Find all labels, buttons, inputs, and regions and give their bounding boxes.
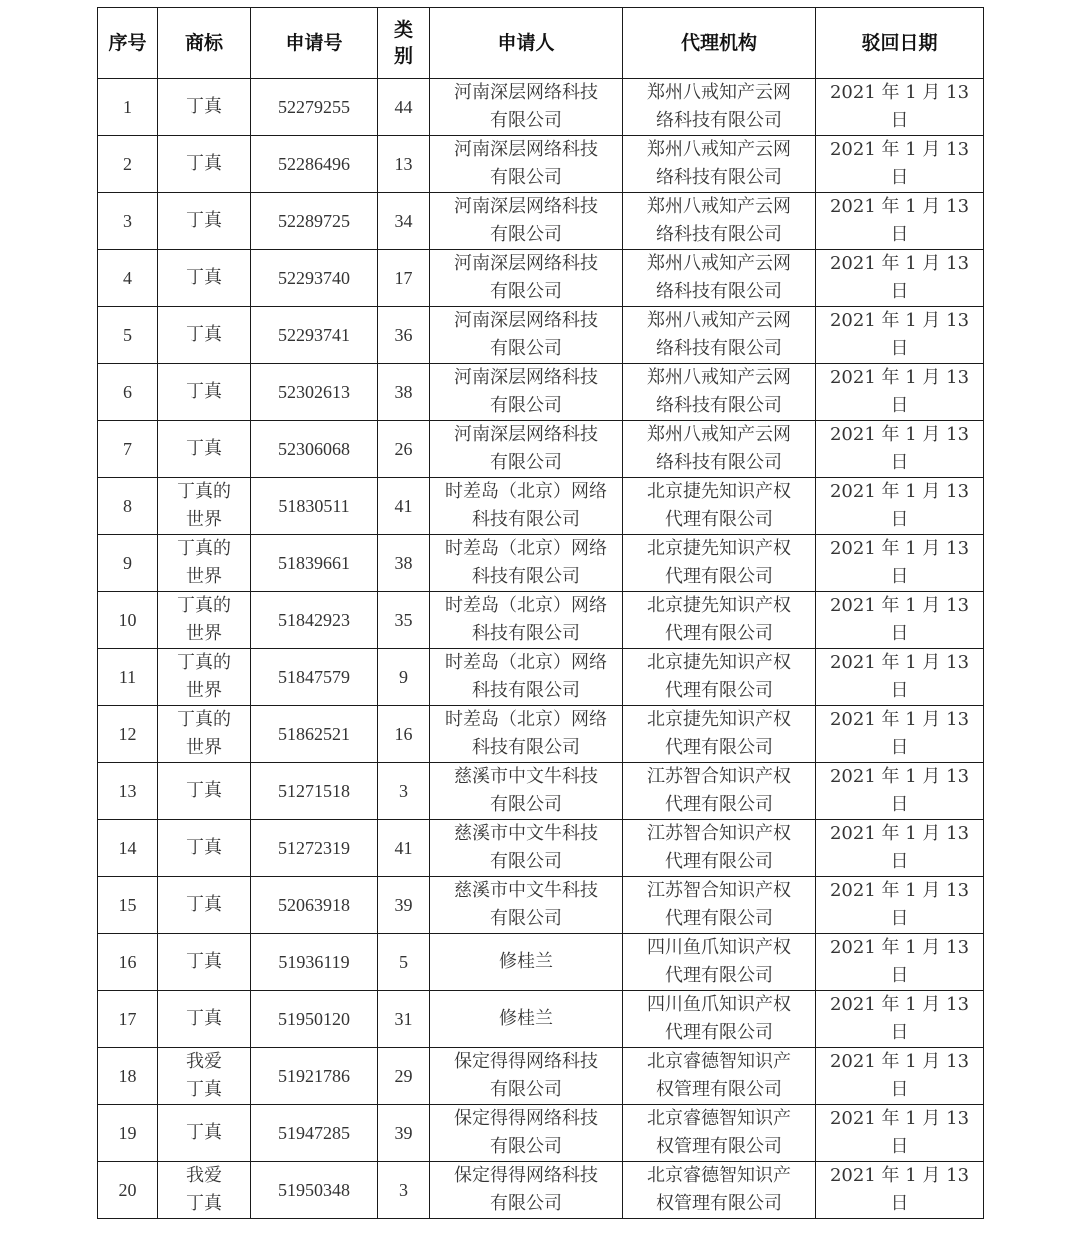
cell-agency [623,136,816,193]
cell-agency-line: 权管理有限公司 [656,1079,782,1100]
cell-agency-line: 代理有限公司 [665,566,773,587]
cell-class: 5 [378,934,430,991]
cell-mark-line: 丁真的 [177,595,231,616]
cell-mark-line: 世界 [186,680,222,701]
cell-applicant [430,535,623,592]
cell-applicant-line: 慈溪市中文牛科技 [454,880,598,901]
cell-class: 34 [378,193,430,250]
cell-mark [158,991,251,1048]
cell-applicant-line: 有限公司 [490,110,562,131]
cell-agency-line: 郑州八戒知产云网 [647,82,791,103]
cell-applicant-line: 有限公司 [490,224,562,245]
cell-class: 3 [378,1162,430,1219]
cell-seq: 5 [98,307,158,364]
cell-agency-line: 北京捷先知识产权 [647,652,791,673]
cell-mark-line: 丁真的 [177,709,231,730]
cell-applicant-line: 有限公司 [490,338,562,359]
table-row [98,478,984,535]
cell-mark [158,592,251,649]
cell-mark [158,421,251,478]
cell-mark-line: 丁真 [186,780,222,801]
cell-applicant-line: 河南深层网络科技 [454,424,598,445]
cell-date: 2021 年 1 月 13 日 [816,934,984,991]
cell-applicant-line: 保定得得网络科技 [454,1108,598,1129]
cell-class: 44 [378,79,430,136]
cell-agency-line: 郑州八戒知产云网 [647,424,791,445]
table-row [98,763,984,820]
cell-date: 2021 年 1 月 13 日 [816,1162,984,1219]
cell-mark-line: 丁真 [186,1122,222,1143]
cell-class: 35 [378,592,430,649]
cell-agency-line: 郑州八戒知产云网 [647,139,791,160]
cell-date: 2021 年 1 月 13 日 [816,1105,984,1162]
cell-class: 26 [378,421,430,478]
cell-agency-line: 北京捷先知识产权 [647,538,791,559]
cell-seq: 1 [98,79,158,136]
table-row [98,250,984,307]
cell-mark-line: 丁真 [186,951,222,972]
cell-mark [158,193,251,250]
cell-seq: 9 [98,535,158,592]
cell-mark [158,877,251,934]
cell-agency-line: 四川鱼爪知识产权 [647,994,791,1015]
cell-mark [158,79,251,136]
cell-applicant-line: 时差岛（北京）网络 [445,652,607,673]
cell-applicant [430,820,623,877]
cell-app-no: 51847579 [251,649,378,706]
cell-class: 39 [378,877,430,934]
cell-agency-line: 络科技有限公司 [656,395,782,416]
cell-mark-line: 丁真 [186,837,222,858]
cell-applicant-line: 有限公司 [490,908,562,929]
cell-class: 31 [378,991,430,1048]
cell-applicant [430,136,623,193]
cell-mark-line: 丁真 [186,438,222,459]
cell-seq: 3 [98,193,158,250]
table-row [98,421,984,478]
cell-mark-line: 我爱 [186,1165,222,1186]
cell-applicant-line: 有限公司 [490,452,562,473]
header-app-no: 申请号 [251,8,378,79]
cell-applicant [430,250,623,307]
cell-mark-line: 丁真 [186,267,222,288]
cell-applicant-line: 有限公司 [490,281,562,302]
cell-applicant [430,79,623,136]
cell-agency [623,1048,816,1105]
cell-applicant [430,706,623,763]
cell-agency-line: 络科技有限公司 [656,167,782,188]
cell-applicant-line: 慈溪市中文牛科技 [454,823,598,844]
cell-agency-line: 北京睿德智知识产 [647,1051,791,1072]
cell-mark-line: 丁真 [186,96,222,117]
cell-app-no: 51272319 [251,820,378,877]
cell-app-no: 52306068 [251,421,378,478]
cell-agency-line: 代理有限公司 [665,851,773,872]
cell-applicant [430,1162,623,1219]
cell-mark-line: 世界 [186,737,222,758]
cell-mark-line: 丁真的 [177,481,231,502]
cell-mark-line: 我爱 [186,1051,222,1072]
table-row [98,877,984,934]
cell-agency-line: 北京睿德智知识产 [647,1108,791,1129]
cell-applicant-line: 保定得得网络科技 [454,1051,598,1072]
cell-date: 2021 年 1 月 13 日 [816,649,984,706]
cell-class: 38 [378,535,430,592]
cell-class: 36 [378,307,430,364]
cell-app-no: 51921786 [251,1048,378,1105]
cell-date: 2021 年 1 月 13 日 [816,364,984,421]
cell-date: 2021 年 1 月 13 日 [816,706,984,763]
cell-date: 2021 年 1 月 13 日 [816,1048,984,1105]
cell-seq: 15 [98,877,158,934]
cell-agency-line: 代理有限公司 [665,509,773,530]
cell-mark [158,1162,251,1219]
cell-mark [158,478,251,535]
cell-mark [158,934,251,991]
table-row [98,1048,984,1105]
cell-applicant-line: 河南深层网络科技 [454,310,598,331]
cell-agency-line: 郑州八戒知产云网 [647,310,791,331]
header-applicant: 申请人 [430,8,623,79]
cell-applicant [430,1105,623,1162]
cell-class: 9 [378,649,430,706]
cell-agency [623,1162,816,1219]
cell-date: 2021 年 1 月 13 日 [816,535,984,592]
cell-agency [623,307,816,364]
cell-class: 41 [378,478,430,535]
table-row [98,193,984,250]
cell-agency-line: 代理有限公司 [665,908,773,929]
cell-agency-line: 北京捷先知识产权 [647,709,791,730]
table-row [98,649,984,706]
header-class-line1: 类 [393,19,413,41]
cell-applicant-line: 时差岛（北京）网络 [445,709,607,730]
cell-applicant [430,307,623,364]
cell-applicant-line: 有限公司 [490,794,562,815]
cell-agency-line: 权管理有限公司 [656,1136,782,1157]
cell-applicant-line: 有限公司 [490,395,562,416]
cell-mark-line: 世界 [186,623,222,644]
cell-mark [158,535,251,592]
cell-agency [623,649,816,706]
cell-mark-line: 丁真的 [177,538,231,559]
cell-seq: 17 [98,991,158,1048]
cell-mark [158,307,251,364]
cell-applicant [430,1048,623,1105]
cell-date: 2021 年 1 月 13 日 [816,136,984,193]
header-mark: 商标 [158,8,251,79]
cell-applicant-line: 有限公司 [490,851,562,872]
cell-seq: 6 [98,364,158,421]
cell-agency [623,820,816,877]
cell-mark [158,364,251,421]
cell-agency-line: 络科技有限公司 [656,452,782,473]
cell-applicant-line: 修桂兰 [499,1008,553,1029]
cell-applicant [430,364,623,421]
trademark-rejection-table [97,7,984,1219]
cell-applicant [430,478,623,535]
cell-seq: 8 [98,478,158,535]
cell-app-no: 52286496 [251,136,378,193]
cell-applicant-line: 慈溪市中文牛科技 [454,766,598,787]
cell-class: 41 [378,820,430,877]
cell-applicant [430,934,623,991]
cell-agency-line: 郑州八戒知产云网 [647,196,791,217]
cell-class: 38 [378,364,430,421]
cell-date: 2021 年 1 月 13 日 [816,820,984,877]
cell-app-no: 51842923 [251,592,378,649]
cell-mark [158,250,251,307]
cell-agency [623,592,816,649]
cell-app-no: 51950348 [251,1162,378,1219]
header-class [378,8,430,79]
table-body [98,79,984,1219]
cell-agency-line: 权管理有限公司 [656,1193,782,1214]
cell-applicant-line: 时差岛（北京）网络 [445,595,607,616]
header-agency: 代理机构 [623,8,816,79]
cell-agency-line: 代理有限公司 [665,623,773,644]
cell-date: 2021 年 1 月 13 日 [816,193,984,250]
cell-mark-line: 丁真 [186,894,222,915]
cell-class: 3 [378,763,430,820]
header-class-line2: 别 [393,45,413,67]
cell-applicant-line: 科技有限公司 [472,623,580,644]
cell-app-no: 52302613 [251,364,378,421]
cell-applicant-line: 保定得得网络科技 [454,1165,598,1186]
cell-mark-line: 丁真 [186,1193,222,1214]
table-row [98,535,984,592]
cell-seq: 11 [98,649,158,706]
cell-mark-line: 丁真 [186,1008,222,1029]
cell-mark [158,1105,251,1162]
table-row [98,991,984,1048]
header-seq: 序号 [98,8,158,79]
table-row [98,820,984,877]
cell-agency-line: 北京睿德智知识产 [647,1165,791,1186]
cell-app-no: 52289725 [251,193,378,250]
cell-agency-line: 代理有限公司 [665,1022,773,1043]
table-row [98,364,984,421]
cell-app-no: 51862521 [251,706,378,763]
cell-agency-line: 郑州八戒知产云网 [647,253,791,274]
cell-class: 16 [378,706,430,763]
cell-app-no: 51936119 [251,934,378,991]
cell-seq: 12 [98,706,158,763]
cell-app-no: 51830511 [251,478,378,535]
cell-mark-line: 世界 [186,566,222,587]
cell-class: 17 [378,250,430,307]
cell-agency-line: 代理有限公司 [665,737,773,758]
cell-mark [158,136,251,193]
cell-seq: 7 [98,421,158,478]
cell-date: 2021 年 1 月 13 日 [816,79,984,136]
cell-applicant-line: 河南深层网络科技 [454,253,598,274]
cell-agency-line: 络科技有限公司 [656,110,782,131]
cell-seq: 16 [98,934,158,991]
cell-applicant-line: 河南深层网络科技 [454,82,598,103]
table-row [98,79,984,136]
cell-app-no: 51947285 [251,1105,378,1162]
cell-applicant-line: 有限公司 [490,1079,562,1100]
cell-date: 2021 年 1 月 13 日 [816,250,984,307]
cell-date: 2021 年 1 月 13 日 [816,307,984,364]
cell-class: 13 [378,136,430,193]
cell-agency-line: 江苏智合知识产权 [647,880,791,901]
cell-applicant-line: 时差岛（北京）网络 [445,538,607,559]
cell-applicant-line: 科技有限公司 [472,680,580,701]
cell-mark [158,763,251,820]
cell-applicant [430,649,623,706]
cell-seq: 4 [98,250,158,307]
cell-applicant-line: 有限公司 [490,1136,562,1157]
cell-seq: 10 [98,592,158,649]
cell-applicant-line: 科技有限公司 [472,737,580,758]
cell-applicant-line: 河南深层网络科技 [454,367,598,388]
cell-app-no: 52063918 [251,877,378,934]
table-row [98,1162,984,1219]
cell-mark-line: 丁真 [186,324,222,345]
cell-date: 2021 年 1 月 13 日 [816,877,984,934]
cell-applicant-line: 河南深层网络科技 [454,139,598,160]
cell-class: 39 [378,1105,430,1162]
cell-app-no: 51271518 [251,763,378,820]
table-row [98,1105,984,1162]
cell-agency [623,364,816,421]
cell-applicant-line: 修桂兰 [499,951,553,972]
cell-agency-line: 江苏智合知识产权 [647,766,791,787]
cell-applicant-line: 有限公司 [490,1193,562,1214]
cell-seq: 20 [98,1162,158,1219]
cell-agency-line: 络科技有限公司 [656,224,782,245]
cell-seq: 18 [98,1048,158,1105]
cell-agency-line: 代理有限公司 [665,794,773,815]
table-header-row [98,8,984,79]
cell-applicant [430,193,623,250]
cell-applicant [430,763,623,820]
cell-mark [158,706,251,763]
cell-agency-line: 络科技有限公司 [656,281,782,302]
cell-mark-line: 丁真 [186,153,222,174]
cell-mark-line: 丁真 [186,1079,222,1100]
cell-mark [158,1048,251,1105]
cell-applicant-line: 有限公司 [490,167,562,188]
cell-agency [623,478,816,535]
table-row [98,136,984,193]
cell-agency-line: 代理有限公司 [665,965,773,986]
cell-agency [623,535,816,592]
cell-agency [623,421,816,478]
cell-mark-line: 丁真 [186,381,222,402]
table-row [98,706,984,763]
cell-seq: 2 [98,136,158,193]
cell-agency [623,934,816,991]
cell-applicant-line: 科技有限公司 [472,566,580,587]
table-row [98,592,984,649]
cell-seq: 13 [98,763,158,820]
cell-date: 2021 年 1 月 13 日 [816,421,984,478]
cell-applicant [430,421,623,478]
header-date: 驳回日期 [816,8,984,79]
cell-agency-line: 江苏智合知识产权 [647,823,791,844]
cell-app-no: 52279255 [251,79,378,136]
cell-seq: 19 [98,1105,158,1162]
cell-agency [623,79,816,136]
cell-agency [623,991,816,1048]
cell-applicant [430,592,623,649]
cell-agency-line: 郑州八戒知产云网 [647,367,791,388]
cell-agency [623,763,816,820]
cell-mark-line: 丁真 [186,210,222,231]
cell-agency-line: 四川鱼爪知识产权 [647,937,791,958]
cell-applicant-line: 科技有限公司 [472,509,580,530]
cell-app-no: 51839661 [251,535,378,592]
cell-agency-line: 络科技有限公司 [656,338,782,359]
cell-mark-line: 世界 [186,509,222,530]
table-row [98,934,984,991]
cell-mark-line: 丁真的 [177,652,231,673]
cell-agency [623,706,816,763]
cell-agency [623,250,816,307]
cell-applicant-line: 时差岛（北京）网络 [445,481,607,502]
cell-agency-line: 代理有限公司 [665,680,773,701]
cell-app-no: 52293740 [251,250,378,307]
cell-date: 2021 年 1 月 13 日 [816,592,984,649]
table-row [98,307,984,364]
cell-agency [623,193,816,250]
cell-agency [623,877,816,934]
cell-date: 2021 年 1 月 13 日 [816,763,984,820]
cell-seq: 14 [98,820,158,877]
cell-applicant-line: 河南深层网络科技 [454,196,598,217]
cell-agency-line: 北京捷先知识产权 [647,595,791,616]
cell-app-no: 52293741 [251,307,378,364]
cell-date: 2021 年 1 月 13 日 [816,991,984,1048]
cell-agency [623,1105,816,1162]
cell-class: 29 [378,1048,430,1105]
cell-agency-line: 北京捷先知识产权 [647,481,791,502]
cell-app-no: 51950120 [251,991,378,1048]
cell-applicant [430,877,623,934]
cell-mark [158,649,251,706]
cell-mark [158,820,251,877]
cell-applicant [430,991,623,1048]
cell-date: 2021 年 1 月 13 日 [816,478,984,535]
